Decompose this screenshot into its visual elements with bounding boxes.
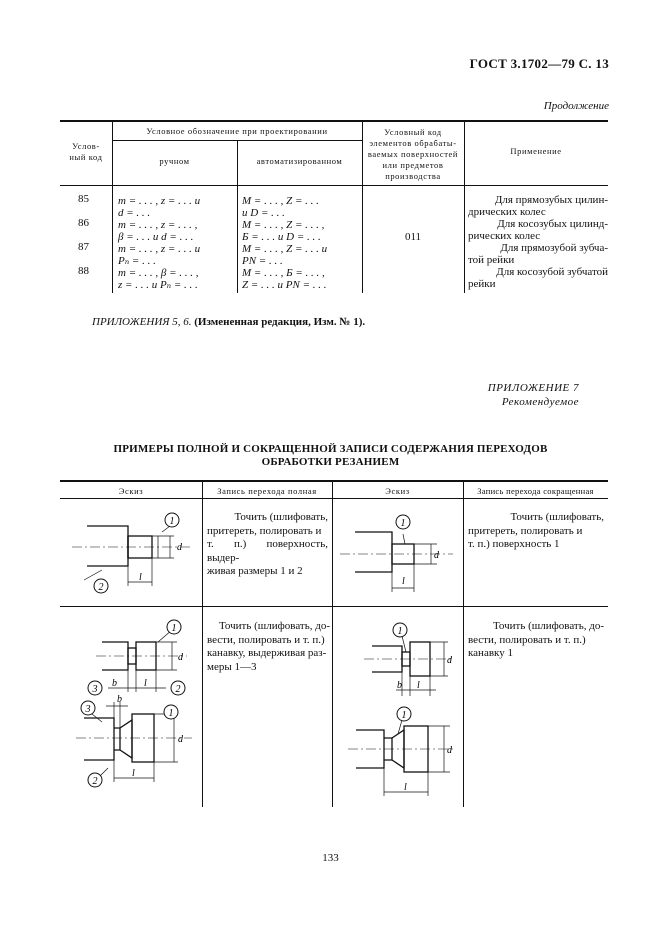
auto-formula-line: PN = . . . xyxy=(242,255,283,267)
table2-top-border xyxy=(60,480,608,482)
manual-formula-line: m = . . . , z = . . . и xyxy=(118,243,201,255)
continuation-label: Продолжение xyxy=(543,100,609,112)
callout-2: 2 xyxy=(98,582,104,593)
dim-d: d xyxy=(178,734,183,745)
row1-short-record xyxy=(468,511,604,552)
application-line: дрических колес xyxy=(468,206,546,218)
header-sketch: Эскиз xyxy=(118,486,144,496)
text-line: притереть, полировать и xyxy=(207,524,322,537)
dim-l: l xyxy=(132,768,135,779)
dim-l: l xyxy=(417,680,420,691)
header-short-record: Запись перехода сокращенная xyxy=(477,486,594,496)
header-auto: автоматизированном xyxy=(256,156,343,166)
sketch-step-shaft-full xyxy=(62,504,200,602)
dim-l: l xyxy=(139,572,142,583)
callout-3: 3 xyxy=(85,704,91,715)
table2-col-divider xyxy=(202,481,203,807)
text-line: Точить (шлифовать, xyxy=(510,511,604,523)
appendix-change-note xyxy=(92,316,365,328)
table-col-divider xyxy=(362,121,363,293)
callout-1: 1 xyxy=(397,626,403,637)
section-title-line: ОБРАБОТКИ РЕЗАНИЕМ xyxy=(261,456,400,468)
callout-1: 1 xyxy=(168,708,174,719)
table-header-bottom-border xyxy=(60,185,608,186)
table-top-border xyxy=(60,120,608,122)
header-full-record: Запись перехода полная xyxy=(217,486,317,496)
application-line: Для косозубой зубчатой xyxy=(496,266,608,278)
table2-col-divider xyxy=(463,481,464,807)
dim-d: d xyxy=(434,550,439,561)
auto-formula-line: Z = . . . и PN = . . . xyxy=(242,279,327,291)
callout-1: 1 xyxy=(169,516,175,527)
text-line: т. п.) поверхность, выдер- xyxy=(207,538,328,564)
row1-full-record xyxy=(207,511,328,579)
dim-b: b xyxy=(117,694,122,705)
sketch-groove-short-b xyxy=(336,700,460,802)
manual-formula-line: m = . . . , z = . . . , xyxy=(118,219,198,231)
sketch-step-shaft-short xyxy=(335,504,461,602)
appendix-note-bold: (Измененная редакция, Изм. № 1). xyxy=(194,316,366,328)
auto-formula-line: M = . . . , Z = . . . и xyxy=(242,243,328,255)
application-line: рических колес xyxy=(468,230,541,242)
auto-formula-line: M = . . . , Z = . . . , xyxy=(242,219,325,231)
dim-b: b xyxy=(112,678,117,689)
code-87: 87 xyxy=(78,241,89,253)
text-line: канавку, выдерживая раз- xyxy=(207,647,327,659)
callout-2: 2 xyxy=(175,684,181,695)
header-code: Услов- ный код xyxy=(69,141,103,162)
callout-2: 2 xyxy=(92,776,98,787)
dim-l: l xyxy=(402,576,405,587)
header-application: Применение xyxy=(510,146,562,156)
text-line: меры 1—3 xyxy=(207,660,257,673)
sketch-groove-shaft-a xyxy=(62,612,200,702)
dim-d: d xyxy=(177,542,182,553)
appendix7-subtitle: Рекомендуемое xyxy=(501,396,579,408)
header-sketch: Эскиз xyxy=(385,486,410,496)
document-reference: ГОСТ 3.1702—79 С. 13 xyxy=(469,56,609,71)
code-85: 85 xyxy=(78,193,89,205)
row2-short-record xyxy=(468,620,604,661)
code-86: 86 xyxy=(78,217,89,229)
header-manual: ручном xyxy=(159,156,190,166)
table2-col-divider xyxy=(332,481,333,807)
text-line: притереть, полировать и xyxy=(468,524,583,537)
dim-b: b xyxy=(397,680,402,691)
auto-formula-line: M = . . . , Б = . . . , xyxy=(242,267,325,279)
dim-d: d xyxy=(447,655,452,666)
element-code: 011 xyxy=(404,231,422,243)
dim-l: l xyxy=(144,678,147,689)
auto-formula-line: M = . . . , Z = . . . xyxy=(242,195,319,207)
callout-1: 1 xyxy=(401,710,407,721)
row2-full-record xyxy=(207,620,330,674)
table2-row-divider xyxy=(60,606,608,607)
text-line: живая размеры 1 и 2 xyxy=(207,565,303,577)
callout-1: 1 xyxy=(400,518,406,529)
appendix7-title: ПРИЛОЖЕНИЕ 7 xyxy=(487,382,579,394)
header-conditional: Условное обозначение при проектировании xyxy=(146,126,328,136)
text-line: канавку 1 xyxy=(468,647,513,659)
manual-formula-line: m = . . . , z = . . . и xyxy=(118,195,201,207)
text-line: Точить (шлифовать, xyxy=(234,511,328,523)
table-col-divider xyxy=(112,121,113,293)
manual-formula-line: β = . . . и d = . . . xyxy=(118,231,194,243)
application-line: Для прямозубых цилин- xyxy=(494,194,608,206)
callout-3: 3 xyxy=(92,684,98,695)
page-number: 133 xyxy=(322,852,339,864)
manual-formula-line: m = . . . , β = . . . , xyxy=(118,267,199,279)
manual-formula-line: d = . . . xyxy=(118,207,151,219)
application-line: той рейки xyxy=(468,254,515,266)
text-line: т. п.) поверхность 1 xyxy=(468,538,560,550)
appendix-note-italic: ПРИЛОЖЕНИЯ 5, 6. xyxy=(92,316,192,328)
dim-d: d xyxy=(178,652,183,663)
text-line: Точить (шлифовать, до- xyxy=(493,620,604,632)
application-line: Для косозубых цилинд- xyxy=(497,218,608,230)
header-element-code: Условный код элементов обрабаты-ваемых поверхностей или предметов производства xyxy=(367,127,459,181)
section-title xyxy=(50,443,611,469)
sketch-groove-shaft-b xyxy=(62,692,200,792)
section-title-line: ПРИМЕРЫ ПОЛНОЙ И СОКРАЩЕННОЙ ЗАПИСИ СОДЕРЖАНИЯ ПЕРЕХОДОВ xyxy=(113,443,548,455)
manual-formula-line: Pₙ = . . . xyxy=(118,255,156,267)
text-line: Точить (шлифовать, до- xyxy=(219,620,330,632)
dim-l: l xyxy=(404,782,407,793)
application-line: Для прямозубой зубча- xyxy=(500,242,608,254)
dim-d: d xyxy=(447,745,452,756)
auto-formula-line: Б = . . . и D = . . . xyxy=(242,231,321,243)
application-line: рейки xyxy=(468,278,496,290)
table2-header-bottom xyxy=(60,498,608,499)
callout-1: 1 xyxy=(171,623,177,634)
text-line: вести, полировать и т. п.) xyxy=(207,633,325,646)
auto-formula-line: и D = . . . xyxy=(242,207,285,219)
sketch-groove-short-a xyxy=(336,616,460,700)
manual-formula-line: z = . . . и Pₙ = . . . xyxy=(118,279,198,291)
code-88: 88 xyxy=(78,265,89,277)
text-line: вести, полировать и т. п.) xyxy=(468,633,586,646)
